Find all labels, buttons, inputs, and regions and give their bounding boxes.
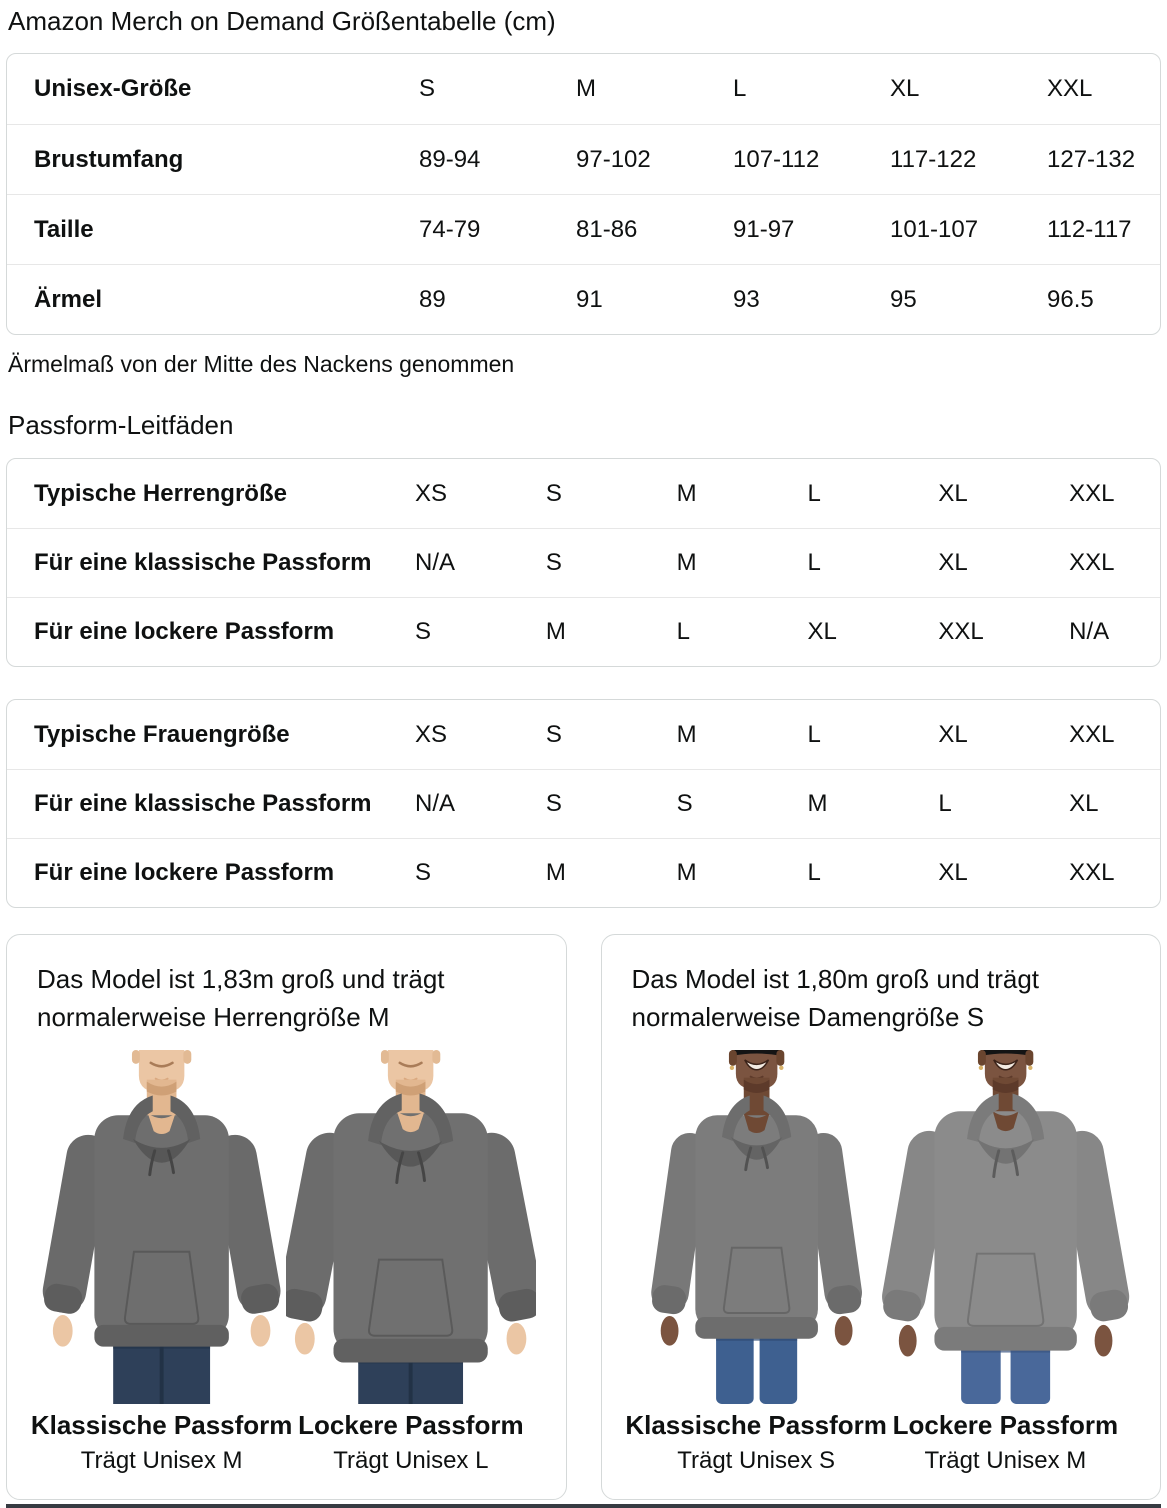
cell-value: 91-97 (733, 215, 795, 243)
fit-table-women (6, 699, 1161, 908)
row-label: Für eine klassische Passform (34, 790, 372, 817)
cell-value: L (807, 859, 821, 886)
cell-value: L (807, 549, 821, 576)
cell-value: 101-107 (890, 215, 979, 243)
cell-value: 97-102 (576, 145, 651, 173)
caption-size: Trägt Unisex M (80, 1447, 243, 1475)
cell-value: XL (938, 549, 968, 576)
cell-value: M (676, 859, 697, 886)
cell-value: L (807, 479, 821, 507)
cell-value: M (545, 859, 566, 886)
cell-value: 89 (419, 285, 446, 313)
figures-row (625, 1050, 1131, 1475)
cell-value: M (545, 618, 566, 645)
caption-size: Trägt Unisex S (677, 1447, 836, 1475)
cell-value: 74-79 (419, 215, 481, 243)
row-label: Typische Herrengröße (34, 479, 287, 507)
table-row (7, 264, 1160, 334)
cell-value: 89-94 (419, 145, 481, 173)
cell-value: S (545, 790, 562, 817)
fit-table-men (6, 458, 1161, 667)
cell-value: XXL (1069, 859, 1115, 886)
model-photo-men-loose-hoodie (286, 1050, 535, 1404)
model-figure-women-loose (881, 1050, 1130, 1475)
cell-value: XXL (938, 618, 984, 645)
cell-value: L (938, 790, 952, 817)
caption-fit: Klassische Passform (30, 1410, 293, 1441)
cell-value: S (676, 790, 693, 817)
cell-value: S (545, 479, 562, 507)
caption-fit: Lockere Passform (298, 1410, 524, 1441)
model-figure-women-classic (625, 1050, 887, 1475)
model-card-women (601, 934, 1162, 1500)
cell-value: N/A (415, 549, 456, 576)
table-row (7, 700, 1160, 769)
table-row (7, 194, 1160, 264)
cell-value: L (807, 720, 821, 748)
row-label: Für eine klassische Passform (34, 549, 372, 576)
cell-value: XXL (1069, 720, 1115, 748)
cell-value: XL (938, 859, 968, 886)
caption-fit: Lockere Passform (892, 1410, 1119, 1441)
row-label: Für eine lockere Passform (34, 618, 335, 645)
caption-size: Trägt Unisex M (924, 1447, 1087, 1475)
table-row (7, 838, 1160, 907)
cell-value: 95 (890, 285, 917, 313)
row-label: Ärmel (34, 285, 103, 313)
cell-value: 91 (576, 285, 603, 313)
model-cards (6, 934, 1161, 1500)
model-figure-men-classic (30, 1050, 293, 1475)
row-label: Typische Frauengröße (34, 720, 290, 748)
cell-value: M (807, 790, 828, 817)
cell-value: XL (807, 618, 837, 645)
model-photo-men-classic-hoodie (37, 1050, 286, 1404)
cell-value: 117-122 (890, 145, 977, 173)
table-row (7, 597, 1160, 666)
cell-value: XXL (1069, 479, 1115, 507)
model-intro: Das Model ist 1,80m groß und trägt normalerweise Damengröße S (631, 964, 1040, 1032)
cell-value: XS (415, 720, 448, 748)
row-label: Brustumfang (34, 145, 184, 173)
cell-value: L (676, 618, 691, 645)
cell-value: M (676, 720, 697, 748)
cell-value: XXL (1069, 549, 1115, 576)
table-row (7, 459, 1160, 528)
cell-value: XL (938, 720, 968, 748)
page-bottom-divider (6, 1504, 1161, 1508)
cell-value: N/A (415, 790, 456, 817)
cell-value: XS (415, 479, 448, 507)
size-table (6, 53, 1161, 335)
cell-value: 93 (733, 285, 760, 313)
sleeve-footnote: Ärmelmaß von der Mitte des Nackens genommen (8, 351, 515, 377)
model-figure-men-loose (286, 1050, 535, 1475)
model-card-men (6, 934, 567, 1500)
cell-value: 96.5 (1047, 285, 1094, 313)
cell-value: 81-86 (576, 215, 638, 243)
cell-value: N/A (1069, 618, 1110, 645)
cell-value: M (676, 549, 697, 576)
cell-value: S (545, 549, 562, 576)
cell-value: M (676, 479, 697, 507)
cell-value: S (419, 75, 436, 102)
caption-size: Trägt Unisex L (333, 1447, 489, 1475)
cell-value: 112-117 (1047, 215, 1132, 243)
cell-value: S (415, 859, 432, 886)
page-title: Amazon Merch on Demand Größentabelle (cm) (8, 6, 556, 36)
caption-fit: Klassische Passform (625, 1410, 887, 1441)
row-label: Für eine lockere Passform (34, 859, 335, 886)
model-intro: Das Model ist 1,83m groß und trägt normalerweise Herrengröße M (37, 964, 445, 1032)
cell-value: S (545, 720, 562, 748)
model-photo-women-classic-hoodie (632, 1050, 881, 1404)
cell-value: XL (1069, 790, 1099, 817)
table-row (7, 769, 1160, 838)
cell-value: L (733, 75, 747, 102)
cell-value: M (576, 75, 596, 102)
cell-value: S (415, 618, 432, 645)
model-photo-women-loose-hoodie (881, 1050, 1130, 1404)
row-label: Unisex-Größe (34, 75, 192, 102)
cell-value: 107-112 (733, 145, 820, 173)
cell-value: XXL (1047, 75, 1093, 102)
cell-value: XL (938, 479, 968, 507)
cell-value: XL (890, 75, 920, 102)
table-row (7, 124, 1160, 194)
cell-value: 127-132 (1047, 145, 1136, 173)
row-label: Taille (34, 215, 94, 243)
figures-row (30, 1050, 536, 1475)
table-row (7, 528, 1160, 597)
fit-guides-heading: Passform-Leitfäden (8, 410, 234, 440)
table-row (7, 54, 1160, 124)
